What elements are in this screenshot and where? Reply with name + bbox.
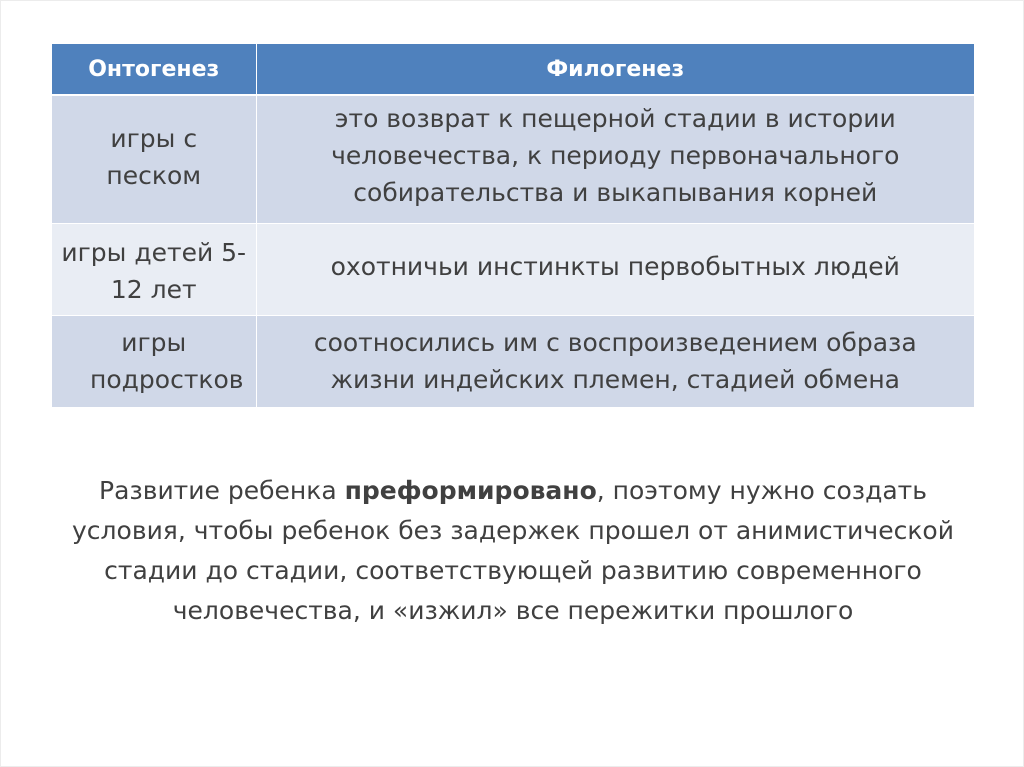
note-text-before: Развитие ребенка — [99, 476, 345, 505]
ontogenesis-cell — [52, 95, 256, 223]
phylogenesis-text: соотносились им с воспроизведением образа жизни индейских племен, стадией обмена — [313, 328, 917, 394]
phylogenesis-text: это возврат к пещерной стадии в истории человечества, к периоду первоначального собирательства и выкапывания корней — [331, 104, 900, 207]
phylogenesis-cell — [256, 223, 974, 315]
ontogenesis-cell — [52, 315, 256, 407]
explanation-paragraph — [52, 471, 974, 631]
header-phylogenesis: Филогенез — [256, 44, 974, 95]
ontogenesis-text: игры детей 5-12 лет — [61, 237, 247, 304]
table-row — [52, 223, 974, 315]
note-text-after: , поэтому нужно создать условия, чтобы ребенок без задержек прошел от анимистической стадии до стадии, соответствующей развитию современного человечества, и «изжил» все пережитки прошлого — [72, 476, 954, 625]
table-header-row — [52, 44, 974, 95]
table-row — [52, 95, 974, 223]
ontogenesis-text: игры с песком — [106, 124, 202, 190]
table-row — [52, 315, 974, 407]
phylogenesis-cell — [256, 315, 974, 407]
ontogenesis-text: игры подростков — [90, 328, 244, 394]
phylogenesis-text: охотничьи инстинкты первобытных людей — [330, 251, 900, 281]
comparison-table — [52, 44, 974, 408]
note-bold-term: преформировано — [344, 476, 597, 505]
ontogenesis-cell — [52, 223, 256, 315]
header-ontogenesis: Онтогенез — [52, 44, 256, 95]
phylogenesis-cell — [256, 95, 974, 223]
